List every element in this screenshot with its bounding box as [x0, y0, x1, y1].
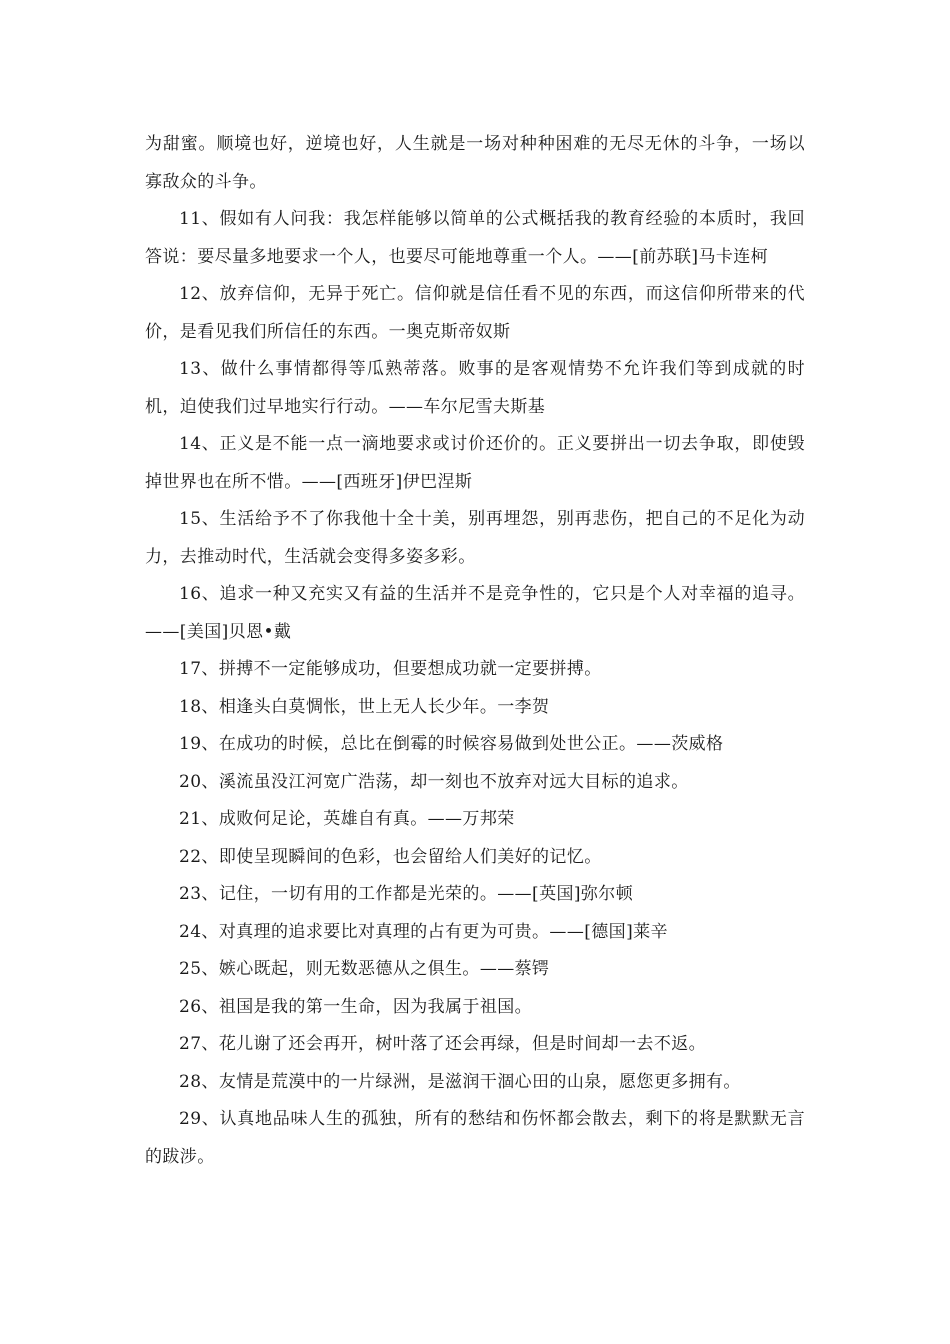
quote-29: 29、认真地品味人生的孤独，所有的愁结和伤怀都会散去，剩下的将是默默无言的跋涉。 — [145, 1109, 805, 1167]
quote-12: 12、放弃信仰，无异于死亡。信仰就是信任看不见的东西，而这信仰所带来的代价，是看见我们所信任的东西。一奥克斯帝奴斯 — [145, 284, 805, 342]
quote-27: 27、花儿谢了还会再开，树叶落了还会再绿，但是时间却一去不返。 — [179, 1034, 707, 1054]
quote-15: 15、生活给予不了你我他十全十美，别再埋怨，别再悲伤，把自己的不足化为动力，去推动时代，生活就会变得多姿多彩。 — [145, 509, 805, 567]
document-body — [145, 126, 805, 1176]
quote-26: 26、祖国是我的第一生命，因为我属于祖国。 — [179, 996, 533, 1017]
quote-19: 19、在成功的时候，总比在倒霉的时候容易做到处世公正。——茨威格 — [179, 734, 724, 754]
quote-21: 21、成败何足论，英雄自有真。——万邦荣 — [179, 809, 515, 829]
quote-24: 24、对真理的追求要比对真理的占有更为可贵。——[德国]莱辛 — [179, 921, 668, 942]
paragraph-continuation: 为甜蜜。顺境也好，逆境也好，人生就是一场对种种困难的无尽无休的斗争，一场以寡敌众的斗争。 — [145, 134, 805, 192]
quote-16: 16、追求一种又充实又有益的生活并不是竞争性的，它只是个人对幸福的追寻。——[美国]贝恩•戴 — [145, 584, 805, 642]
quote-25: 25、嫉心既起，则无数恶德从之俱生。——蔡锷 — [179, 959, 550, 979]
quote-28: 28、友情是荒漠中的一片绿洲，是滋润干涸心田的山泉，愿您更多拥有。 — [179, 1071, 741, 1092]
quote-18: 18、相逢头白莫惆怅，世上无人长少年。一李贺 — [179, 696, 550, 717]
quote-23: 23、记住，一切有用的工作都是光荣的。——[英国]弥尔顿 — [179, 884, 634, 904]
quote-20: 20、溪流虽没江河宽广浩荡，却一刻也不放弃对远大目标的追求。 — [179, 771, 689, 792]
quote-11: 11、假如有人问我：我怎样能够以简单的公式概括我的教育经验的本质时，我回答说：要尽量多地要求一个人，也要尽可能地尊重一个人。——[前苏联]马卡连柯 — [145, 209, 805, 267]
quote-14: 14、正义是不能一点一滴地要求或讨价还价的。正义要拼出一切去争取，即使毁掉世界也在所不惜。——[西班牙]伊巴涅斯 — [145, 434, 805, 492]
quote-13: 13、做什么事情都得等瓜熟蒂落。败事的是客观情势不允许我们等到成就的时机，迫使我们过早地实行行动。——车尔尼雪夫斯基 — [145, 359, 805, 417]
quote-17: 17、拼搏不一定能够成功，但要想成功就一定要拼搏。 — [179, 659, 602, 679]
quote-22: 22、即使呈现瞬间的色彩，也会留给人们美好的记忆。 — [179, 846, 602, 867]
